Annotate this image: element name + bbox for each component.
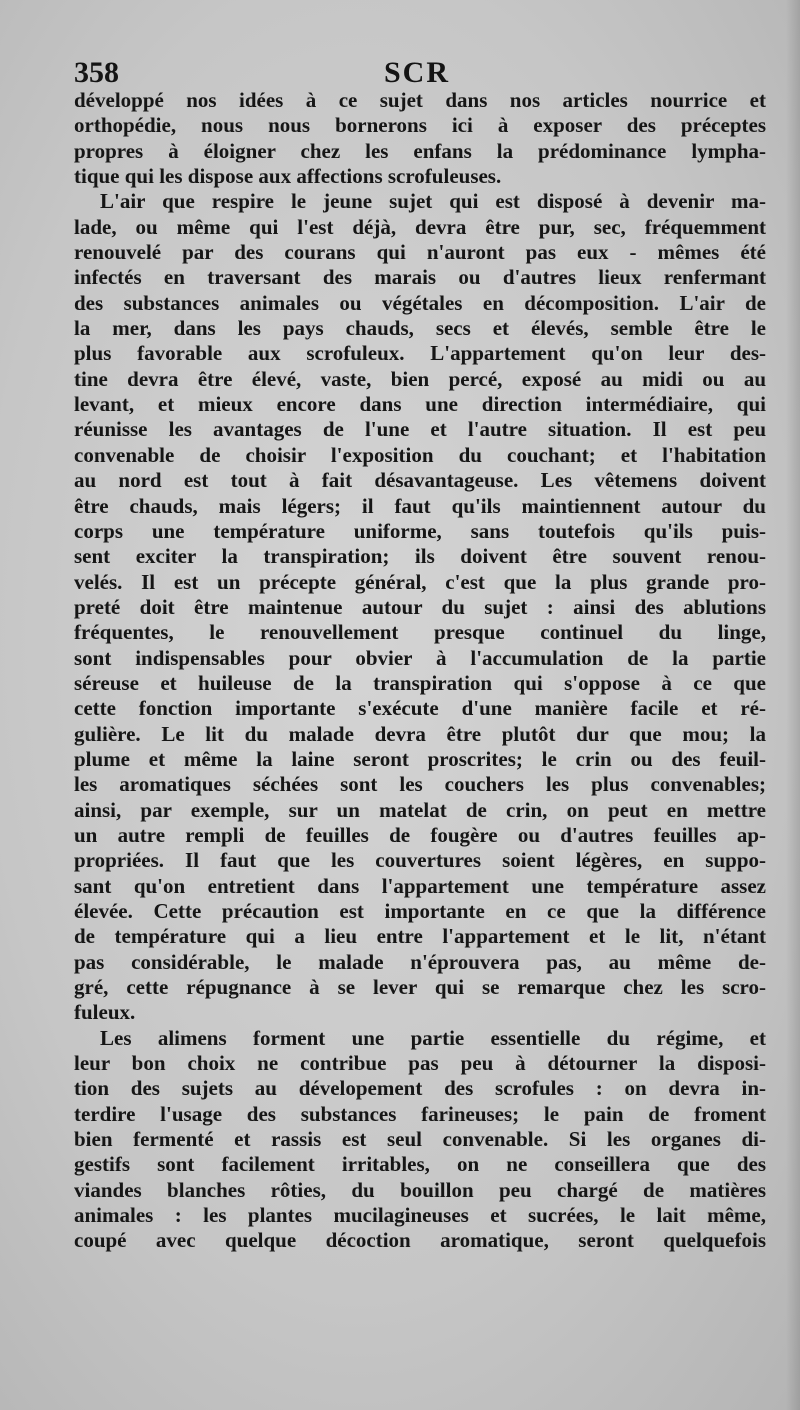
text-line: propriées. Il faut que les couvertures soient légères, en suppo- [74, 848, 766, 873]
text-line: propres à éloigner chez les enfans la prédominance lympha- [74, 138, 766, 163]
text-line: de température qui a lieu entre l'appartement et le lit, n'étant [74, 924, 766, 949]
text-line: sont indispensables pour obvier à l'accumulation de la partie [74, 645, 766, 670]
text-line: un autre rempli de feuilles de fougère ou d'autres feuilles ap- [74, 822, 766, 847]
text-line: lade, ou même qui l'est déjà, devra être pur, sec, fréquemment [74, 214, 766, 239]
text-line: coupé avec quelque décoction aromatique, seront quelquefois [74, 1228, 766, 1253]
text-line: infectés en traversant des marais ou d'autres lieux renfermant [74, 265, 766, 290]
text-line: fréquentes, le renouvellement presque continuel du linge, [74, 620, 766, 645]
text-line: des substances animales ou végétales en décomposition. L'air de [74, 290, 766, 315]
text-line: tine devra être élevé, vaste, bien percé, exposé au midi ou au [74, 366, 766, 391]
text-line: gestifs sont facilement irritables, on ne conseillera que des [74, 1152, 766, 1177]
text-line: la mer, dans les pays chauds, secs et élevés, semble être le [74, 316, 766, 341]
text-line: animales : les plantes mucilagineuses et sucrées, le lait même, [74, 1203, 766, 1228]
text-line: au nord est tout à fait désavantageuse. Les vêtemens doivent [74, 468, 766, 493]
text-line: tique qui les dispose aux affections scrofuleuses. [74, 164, 502, 189]
text-line: être chauds, mais légers; il faut qu'ils maintiennent autour du [74, 493, 766, 518]
text-line: séreuse et huileuse de la transpiration qui s'oppose à ce que [74, 670, 766, 695]
text-line: corps une température uniforme, sans toutefois qu'ils puis- [74, 518, 766, 543]
text-line: convenable de choisir l'exposition du couchant; et l'habitation [74, 442, 766, 467]
text-line: développé nos idées à ce sujet dans nos articles nourrice et [74, 88, 766, 112]
page-number: 358 [74, 56, 119, 89]
text-line: velés. Il est un précepte général, c'est que la plus grande pro- [74, 569, 766, 594]
running-head: SCR [384, 56, 451, 89]
paragraph-start-line: L'air que respire le jeune sujet qui est disposé à devenir ma- [100, 189, 766, 214]
text-line: sant qu'on entretient dans l'appartement une température assez [74, 873, 766, 898]
text-line: terdire l'usage des substances farineuses; le pain de froment [74, 1101, 766, 1126]
text-line: orthopédie, nous nous bornerons ici à exposer des préceptes [74, 113, 766, 138]
text-line: plume et même la laine seront proscrites; le crin ou des feuil- [74, 746, 766, 771]
text-line: élevée. Cette précaution est importante en ce que la différence [74, 899, 766, 923]
page-edge-shadow [786, 0, 800, 1410]
text-line: levant, et mieux encore dans une direction intermédiaire, qui [74, 392, 766, 417]
text-line: cette fonction importante s'exécute d'une manière facile et ré- [74, 696, 766, 721]
text-line: réunisse les avantages de l'une et l'autre situation. Il est peu [74, 417, 766, 442]
text-line: viandes blanches rôties, du bouillon peu chargé de matières [74, 1177, 766, 1202]
text-line: pas considérable, le malade n'éprouvera pas, au même de- [74, 949, 766, 974]
text-line: preté doit être maintenue autour du sujet : ainsi des ablutions [74, 594, 766, 619]
text-line: plus favorable aux scrofuleux. L'appartement qu'on leur des- [74, 341, 766, 366]
text-line: gré, cette répugnance à se lever qui se remarque chez les scro- [74, 975, 766, 1000]
text-line: fuleux. [74, 1000, 136, 1025]
text-line: bien fermenté et rassis est seul convenable. Si les organes di- [74, 1127, 766, 1152]
text-line: ainsi, par exemple, sur un matelat de crin, on peut en mettre [74, 797, 766, 822]
text-line: leur bon choix ne contribue pas peu à détourner la disposi- [74, 1051, 766, 1076]
text-line: sent exciter la transpiration; ils doivent être souvent renou- [74, 544, 766, 569]
text-line: les aromatiques séchées sont les couchers les plus convenables; [74, 772, 766, 797]
text-line: renouvelé par des courans qui n'auront pas eux - mêmes été [74, 240, 766, 265]
text-line: tion des sujets au dévelopement des scrofules : on devra in- [74, 1076, 766, 1101]
paragraph-start-line: Les alimens forment une partie essentielle du régime, et [100, 1025, 766, 1050]
text-line: gulière. Le lit du malade devra être plutôt dur que mou; la [74, 721, 766, 746]
body-text [74, 88, 766, 1254]
